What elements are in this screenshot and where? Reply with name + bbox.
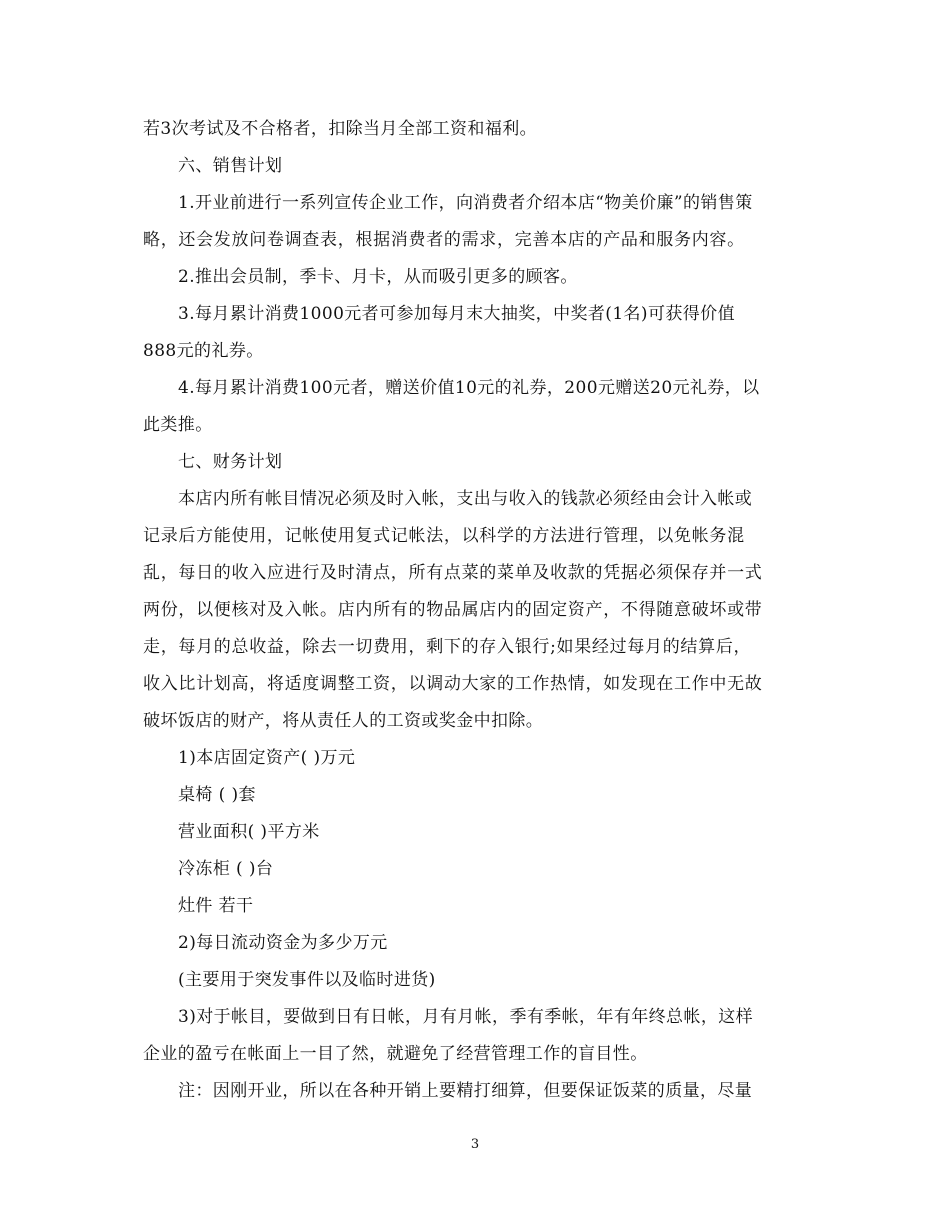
body-text-line: 略，还会发放问卷调查表，根据消费者的需求，完善本店的产品和服务内容。 xyxy=(143,230,745,250)
section-heading: 六、销售计划 xyxy=(178,156,283,176)
body-text-line: 若3次考试及不合格者，扣除当月全部工资和福利。 xyxy=(143,119,538,139)
body-text-line: 收入比计划高，将适度调整工资，以调动大家的工作热情，如发现在工作中无故 xyxy=(143,674,763,694)
list-item: 灶件 若干 xyxy=(178,896,254,916)
body-text-line: 破坏饭店的财产，将从责任人的工资或奖金中扣除。 xyxy=(143,711,544,731)
section-heading: 七、财务计划 xyxy=(178,452,283,472)
body-text-line: 记录后方能使用，记帐使用复式记帐法，以科学的方法进行管理，以免帐务混 xyxy=(143,526,745,546)
body-text-line: 乱，每日的收入应进行及时清点，所有点菜的菜单及收款的凭据必须保存并一式 xyxy=(143,563,763,583)
body-text-line: 3)对于帐目，要做到日有日帐，月有月帐，季有季帐，年有年终总帐，这样 xyxy=(178,1007,754,1027)
body-text-line: 1.开业前进行一系列宣传企业工作，向消费者介绍本店“物美价廉”的销售策 xyxy=(178,193,753,213)
list-item: 1)本店固定资产( )万元 xyxy=(178,748,356,768)
body-text-line: 4.每月累计消费100元者，赠送价值10元的礼券，200元赠送20元礼券，以 xyxy=(178,378,760,398)
body-text-line: 两份，以便核对及入帐。店内所有的物品属店内的固定资产，不得随意破坏或带 xyxy=(143,600,763,620)
body-text-line: 888元的礼券。 xyxy=(143,341,264,361)
body-text-line: 3.每月累计消费1000元者可参加每月末大抽奖，中奖者(1名)可获得价值 xyxy=(178,304,735,324)
list-item: 2)每日流动资金为多少万元 xyxy=(178,933,388,953)
list-item: 营业面积( )平方米 xyxy=(178,822,320,842)
body-text-line: 注：因刚开业，所以在各种开销上要精打细算，但要保证饭菜的质量，尽量 xyxy=(178,1081,753,1101)
body-text-line: 企业的盈亏在帐面上一目了然，就避免了经营管理工作的盲目性。 xyxy=(143,1044,648,1064)
body-text-line: 本店内所有帐目情况必须及时入帐，支出与收入的钱款必须经由会计入帐或 xyxy=(178,489,753,509)
body-text-line: 走，每月的总收益，除去一切费用，剩下的存入银行;如果经过每月的结算后， xyxy=(143,637,752,657)
list-item: (主要用于突发事件以及临时进货) xyxy=(178,970,436,990)
list-item: 桌椅 ( )套 xyxy=(178,785,256,805)
list-item: 冷冻柜 ( )台 xyxy=(178,859,274,879)
body-text-line: 2.推出会员制，季卡、月卡，从而吸引更多的顾客。 xyxy=(178,267,578,287)
page-number: 3 xyxy=(470,1137,480,1152)
body-text-line: 此类推。 xyxy=(143,415,213,435)
